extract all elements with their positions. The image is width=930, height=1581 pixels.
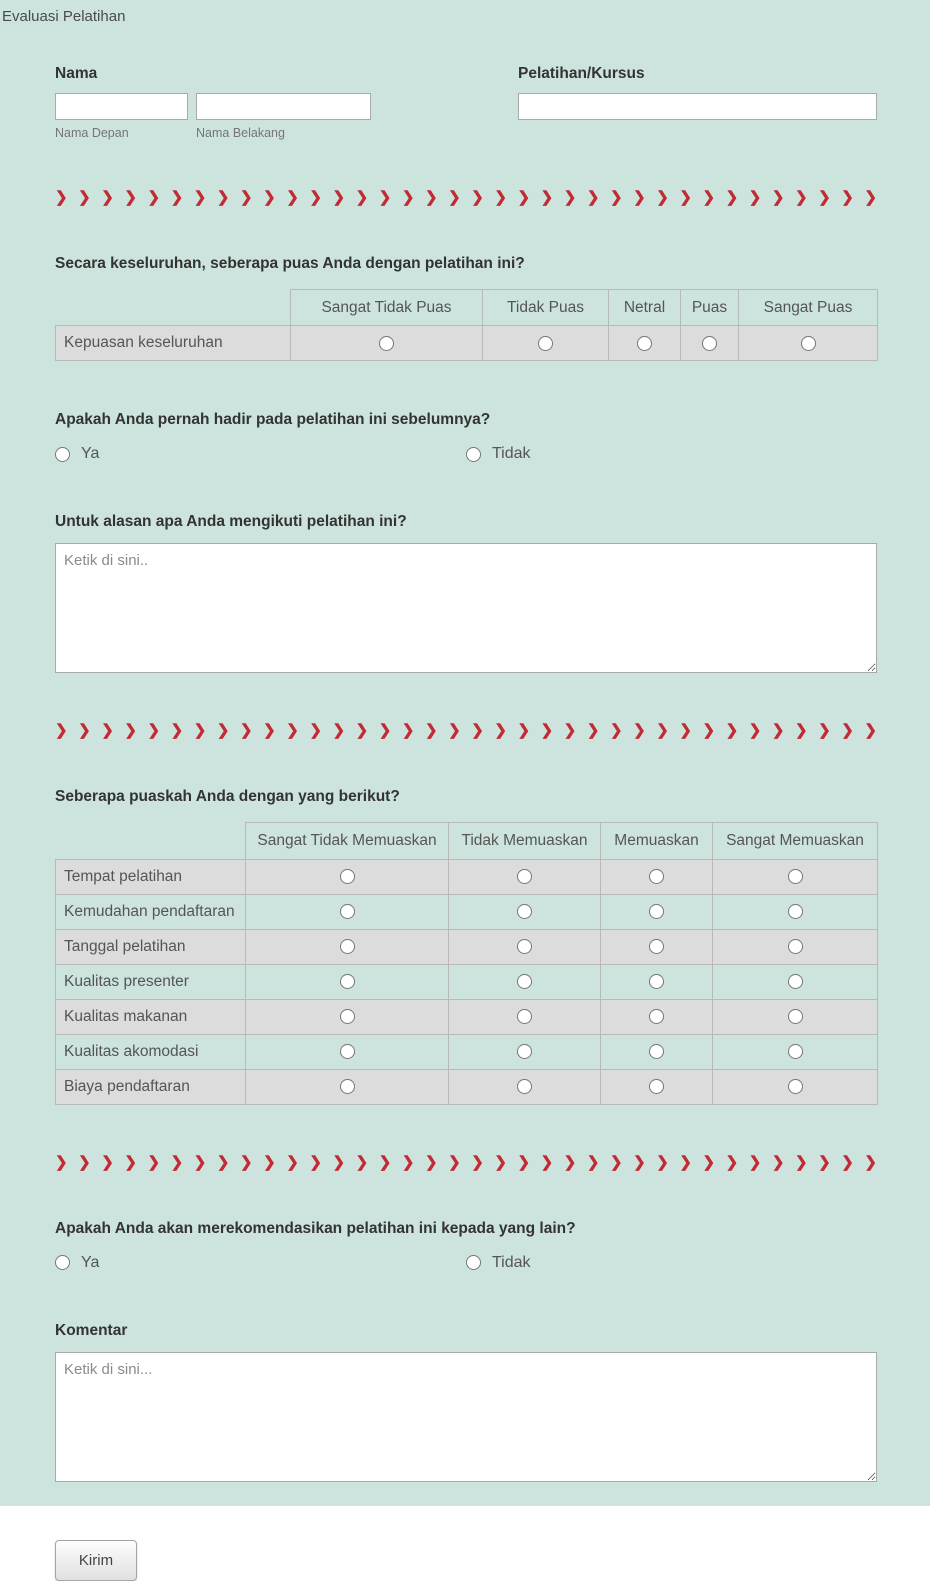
matrix-radio[interactable]	[637, 336, 652, 351]
matrix-cell	[713, 1069, 878, 1104]
last-name-sublabel: Nama Belakang	[196, 126, 285, 140]
overall-satisfaction-matrix	[55, 289, 878, 361]
name-block	[55, 65, 371, 140]
chevron-icon: ❯	[471, 189, 484, 206]
chevron-icon: ❯	[286, 1153, 299, 1171]
chevron-icon: ❯	[147, 189, 161, 206]
matrix-row-label: Kepuasan keseluruhan	[56, 326, 291, 361]
chevron-icon: ❯	[55, 189, 68, 206]
chevron-icon: ❯	[286, 189, 299, 206]
chevron-icon: ❯	[332, 1153, 346, 1171]
matrix-cell	[449, 929, 601, 964]
matrix-radio[interactable]	[517, 869, 532, 884]
chevron-icon: ❯	[425, 722, 438, 740]
matrix-radio[interactable]	[340, 939, 355, 954]
matrix-radio[interactable]	[788, 974, 803, 989]
option-label: Ya	[81, 1253, 100, 1271]
reason-textarea[interactable]	[55, 543, 877, 673]
matrix-cell	[713, 964, 878, 999]
chevron-icon: ❯	[563, 722, 577, 740]
matrix-radio[interactable]	[538, 336, 553, 351]
chevron-icon: ❯	[818, 1153, 831, 1171]
chevron-icon: ❯	[656, 189, 669, 206]
matrix-radio[interactable]	[517, 1044, 532, 1059]
recommend-options	[55, 1254, 877, 1272]
matrix-cell	[601, 964, 713, 999]
chevron-icon: ❯	[78, 722, 91, 740]
matrix-cell	[601, 859, 713, 894]
radio-icon[interactable]	[55, 447, 70, 462]
chevron-icon: ❯	[818, 189, 831, 206]
followup-satisfaction-matrix	[55, 822, 878, 1104]
matrix-row-label: Kualitas makanan	[56, 999, 246, 1034]
chevron-icon: ❯	[240, 1153, 253, 1171]
matrix-cell	[601, 1069, 713, 1104]
chevron-icon: ❯	[633, 189, 646, 206]
matrix-row-label: Kemudahan pendaftaran	[56, 894, 246, 929]
chevron-icon: ❯	[101, 722, 114, 740]
option-label: Ya	[81, 445, 100, 463]
chevron-icon: ❯	[841, 1153, 854, 1171]
recommend-option-tidak[interactable]	[466, 1254, 877, 1272]
chevron-icon: ❯	[170, 722, 184, 740]
chevron-icon: ❯	[540, 189, 554, 206]
matrix-radio[interactable]	[517, 1079, 532, 1094]
chevron-icon: ❯	[771, 722, 785, 740]
matrix-radio[interactable]	[788, 1079, 803, 1094]
chevron-icon: ❯	[401, 722, 415, 740]
matrix-row	[56, 894, 878, 929]
matrix-column-header: Tidak Puas	[483, 290, 609, 326]
chevron-icon: ❯	[263, 189, 276, 206]
recommend-option-ya[interactable]	[55, 1254, 466, 1272]
chevron-icon: ❯	[193, 189, 207, 206]
chevron-icon: ❯	[309, 722, 322, 740]
chevron-icon: ❯	[355, 722, 369, 740]
matrix-row-label: Tempat pelatihan	[56, 859, 246, 894]
chevron-icon: ❯	[101, 1153, 114, 1171]
name-label: Nama	[55, 65, 98, 82]
chevron-icon: ❯	[216, 189, 230, 206]
last-name-field	[196, 93, 371, 140]
matrix-column-header: Sangat Tidak Memuaskan	[246, 823, 449, 859]
matrix-cell	[713, 1034, 878, 1069]
course-input[interactable]	[518, 93, 877, 120]
matrix-cell	[449, 859, 601, 894]
matrix-cell	[291, 326, 483, 361]
option-label: Tidak	[492, 445, 531, 463]
radio-icon[interactable]	[55, 1255, 70, 1270]
chevron-icon: ❯	[795, 722, 808, 740]
chevron-icon: ❯	[771, 1153, 785, 1171]
matrix-cell	[483, 326, 609, 361]
chevron-icon: ❯	[702, 722, 716, 740]
matrix-row-label: Biaya pendaftaran	[56, 1069, 246, 1104]
chevron-icon: ❯	[193, 1153, 207, 1171]
matrix-cell	[246, 1034, 449, 1069]
matrix-radio[interactable]	[649, 904, 664, 919]
chevron-icon: ❯	[748, 722, 762, 740]
chevron-icon: ❯	[494, 1153, 507, 1171]
chevron-icon: ❯	[286, 722, 299, 740]
name-inputs	[55, 93, 371, 140]
matrix-cell	[449, 1069, 601, 1104]
chevron-icon: ❯	[378, 189, 392, 206]
chevron-icon: ❯	[263, 722, 276, 740]
matrix-radio[interactable]	[801, 336, 816, 351]
matrix-column-header: Netral	[609, 290, 681, 326]
matrix-cell	[713, 894, 878, 929]
chevron-icon: ❯	[656, 722, 669, 740]
chevron-icon: ❯	[540, 722, 554, 740]
chevron-icon: ❯	[841, 189, 854, 206]
matrix-cell	[739, 326, 878, 361]
matrix-radio[interactable]	[517, 974, 532, 989]
matrix-radio[interactable]	[702, 336, 717, 351]
chevron-icon: ❯	[586, 722, 600, 740]
chevron-icon: ❯	[471, 1153, 484, 1171]
chevron-icon: ❯	[841, 722, 854, 740]
chevron-icon: ❯	[563, 189, 577, 206]
matrix-cell	[713, 929, 878, 964]
chevron-icon: ❯	[818, 722, 831, 740]
chevron-icon: ❯	[240, 722, 253, 740]
chevron-icon: ❯	[610, 722, 623, 740]
chevron-icon: ❯	[332, 722, 346, 740]
matrix-radio[interactable]	[340, 1009, 355, 1024]
chevron-icon: ❯	[425, 189, 438, 206]
chevron-icon: ❯	[55, 1153, 68, 1171]
matrix-row	[56, 1034, 878, 1069]
chevron-icon: ❯	[494, 189, 507, 206]
chevron-icon: ❯	[725, 189, 739, 206]
matrix-row	[56, 999, 878, 1034]
chevron-icon: ❯	[702, 189, 716, 206]
chevron-icon: ❯	[610, 1153, 623, 1171]
overall-satisfaction-question: Secara keseluruhan, seberapa puas Anda dengan pelatihan ini?	[55, 255, 525, 272]
chevron-icon: ❯	[471, 722, 484, 740]
matrix-cell	[601, 999, 713, 1034]
page-title: Evaluasi Pelatihan	[2, 8, 126, 25]
matrix-cell	[713, 999, 878, 1034]
chevron-icon: ❯	[748, 189, 762, 206]
chevron-icon: ❯	[864, 189, 877, 206]
matrix-radio[interactable]	[649, 939, 664, 954]
recommend-question: Apakah Anda akan merekomendasikan pelatihan ini kepada yang lain?	[55, 1219, 576, 1237]
matrix-cell	[609, 326, 681, 361]
chevron-icon: ❯	[193, 722, 207, 740]
matrix-cell	[601, 929, 713, 964]
chevron-icon: ❯	[795, 1153, 808, 1171]
chevron-icon: ❯	[679, 1153, 692, 1171]
matrix-cell	[449, 1034, 601, 1069]
matrix-row	[56, 859, 878, 894]
chevron-icon: ❯	[378, 722, 392, 740]
attended-option-tidak[interactable]	[466, 445, 877, 463]
chevron-icon: ❯	[610, 189, 623, 206]
matrix-corner-cell	[56, 290, 291, 326]
comments-label: Komentar	[55, 1321, 128, 1339]
chevron-icon: ❯	[517, 1153, 531, 1171]
chevron-icon: ❯	[494, 722, 507, 740]
radio-icon[interactable]	[466, 1255, 481, 1270]
matrix-radio[interactable]	[788, 904, 803, 919]
matrix-cell	[601, 1034, 713, 1069]
chevron-icon: ❯	[124, 1153, 137, 1171]
chevron-icon: ❯	[78, 1153, 91, 1171]
matrix-cell	[246, 894, 449, 929]
chevron-icon: ❯	[147, 722, 161, 740]
matrix-column-header: Sangat Tidak Puas	[291, 290, 483, 326]
form-content	[0, 65, 930, 1482]
chevron-icon: ❯	[679, 722, 692, 740]
comments-textarea[interactable]	[55, 1352, 877, 1482]
chevron-icon: ❯	[332, 189, 346, 206]
chevron-divider	[55, 1155, 877, 1170]
matrix-column-header: Tidak Memuaskan	[449, 823, 601, 859]
chevron-icon: ❯	[78, 189, 91, 206]
chevron-icon: ❯	[448, 189, 461, 206]
reason-question: Untuk alasan apa Anda mengikuti pelatihan ini?	[55, 513, 407, 531]
chevron-icon: ❯	[309, 189, 322, 206]
chevron-icon: ❯	[748, 1153, 762, 1171]
matrix-cell	[246, 1069, 449, 1104]
matrix-radio[interactable]	[340, 869, 355, 884]
matrix-cell	[601, 894, 713, 929]
followup-satisfaction-question: Seberapa puaskah Anda dengan yang berikut?	[55, 788, 400, 806]
chevron-icon: ❯	[309, 1153, 322, 1171]
chevron-icon: ❯	[425, 1153, 438, 1171]
chevron-divider	[55, 723, 877, 738]
matrix-radio[interactable]	[379, 336, 394, 351]
radio-icon[interactable]	[466, 447, 481, 462]
chevron-icon: ❯	[656, 1153, 669, 1171]
chevron-icon: ❯	[355, 189, 369, 206]
matrix-row	[56, 964, 878, 999]
chevron-icon: ❯	[586, 1153, 600, 1171]
matrix-radio[interactable]	[517, 939, 532, 954]
matrix-cell	[449, 999, 601, 1034]
matrix-column-header: Memuaskan	[601, 823, 713, 859]
matrix-radio[interactable]	[340, 1079, 355, 1094]
last-name-input[interactable]	[196, 93, 371, 120]
matrix-radio[interactable]	[649, 1079, 664, 1094]
chevron-icon: ❯	[216, 722, 230, 740]
chevron-icon: ❯	[864, 722, 877, 740]
chevron-icon: ❯	[170, 1153, 184, 1171]
course-label: Pelatihan/Kursus	[518, 65, 645, 82]
submit-button[interactable]: Kirim	[55, 1540, 137, 1581]
chevron-icon: ❯	[124, 722, 137, 740]
attended-before-options	[55, 445, 877, 463]
matrix-radio[interactable]	[517, 904, 532, 919]
name-course-row	[55, 65, 877, 140]
first-name-field	[55, 93, 188, 140]
matrix-cell	[246, 999, 449, 1034]
chevron-icon: ❯	[401, 189, 415, 206]
chevron-icon: ❯	[586, 189, 600, 206]
matrix-cell	[246, 859, 449, 894]
matrix-cell	[246, 929, 449, 964]
chevron-icon: ❯	[633, 1153, 646, 1171]
chevron-icon: ❯	[170, 189, 184, 206]
matrix-radio[interactable]	[649, 1044, 664, 1059]
attended-option-ya[interactable]	[55, 445, 466, 463]
chevron-icon: ❯	[795, 189, 808, 206]
chevron-icon: ❯	[448, 722, 461, 740]
chevron-icon: ❯	[679, 189, 692, 206]
course-block	[518, 65, 877, 140]
matrix-corner-cell	[56, 823, 246, 859]
matrix-row	[56, 1069, 878, 1104]
matrix-row-label: Kualitas presenter	[56, 964, 246, 999]
matrix-radio[interactable]	[649, 869, 664, 884]
chevron-icon: ❯	[540, 1153, 554, 1171]
matrix-radio[interactable]	[649, 974, 664, 989]
chevron-icon: ❯	[702, 1153, 716, 1171]
matrix-radio[interactable]	[340, 1044, 355, 1059]
matrix-column-header: Sangat Memuaskan	[713, 823, 878, 859]
footer	[0, 1506, 930, 1581]
chevron-icon: ❯	[378, 1153, 392, 1171]
chevron-icon: ❯	[864, 1153, 877, 1171]
matrix-cell	[681, 326, 739, 361]
chevron-icon: ❯	[725, 722, 739, 740]
matrix-radio[interactable]	[788, 939, 803, 954]
chevron-icon: ❯	[101, 189, 114, 206]
first-name-sublabel: Nama Depan	[55, 126, 129, 140]
matrix-cell	[449, 894, 601, 929]
matrix-row-label: Kualitas akomodasi	[56, 1034, 246, 1069]
chevron-icon: ❯	[563, 1153, 577, 1171]
matrix-cell	[713, 859, 878, 894]
matrix-radio[interactable]	[788, 869, 803, 884]
chevron-icon: ❯	[263, 1153, 276, 1171]
matrix-row	[56, 929, 878, 964]
matrix-radio[interactable]	[649, 1009, 664, 1024]
chevron-icon: ❯	[517, 189, 531, 206]
chevron-icon: ❯	[355, 1153, 369, 1171]
attended-before-question: Apakah Anda pernah hadir pada pelatihan ini sebelumnya?	[55, 411, 491, 429]
chevron-icon: ❯	[401, 1153, 415, 1171]
matrix-radio[interactable]	[788, 1009, 803, 1024]
first-name-input[interactable]	[55, 93, 188, 120]
matrix-radio[interactable]	[340, 974, 355, 989]
chevron-icon: ❯	[124, 189, 137, 206]
matrix-cell	[449, 964, 601, 999]
chevron-icon: ❯	[725, 1153, 739, 1171]
matrix-radio[interactable]	[788, 1044, 803, 1059]
matrix-row	[56, 326, 878, 361]
matrix-column-header: Puas	[681, 290, 739, 326]
matrix-radio[interactable]	[517, 1009, 532, 1024]
chevron-icon: ❯	[147, 1153, 161, 1171]
chevron-icon: ❯	[240, 189, 253, 206]
chevron-icon: ❯	[771, 189, 785, 206]
matrix-radio[interactable]	[340, 904, 355, 919]
option-label: Tidak	[492, 1253, 531, 1271]
chevron-icon: ❯	[55, 722, 68, 740]
chevron-divider	[55, 190, 877, 205]
matrix-cell	[246, 964, 449, 999]
matrix-row-label: Tanggal pelatihan	[56, 929, 246, 964]
chevron-icon: ❯	[448, 1153, 461, 1171]
matrix-column-header: Sangat Puas	[739, 290, 878, 326]
chevron-icon: ❯	[216, 1153, 230, 1171]
chevron-icon: ❯	[633, 722, 646, 740]
chevron-icon: ❯	[517, 722, 531, 740]
